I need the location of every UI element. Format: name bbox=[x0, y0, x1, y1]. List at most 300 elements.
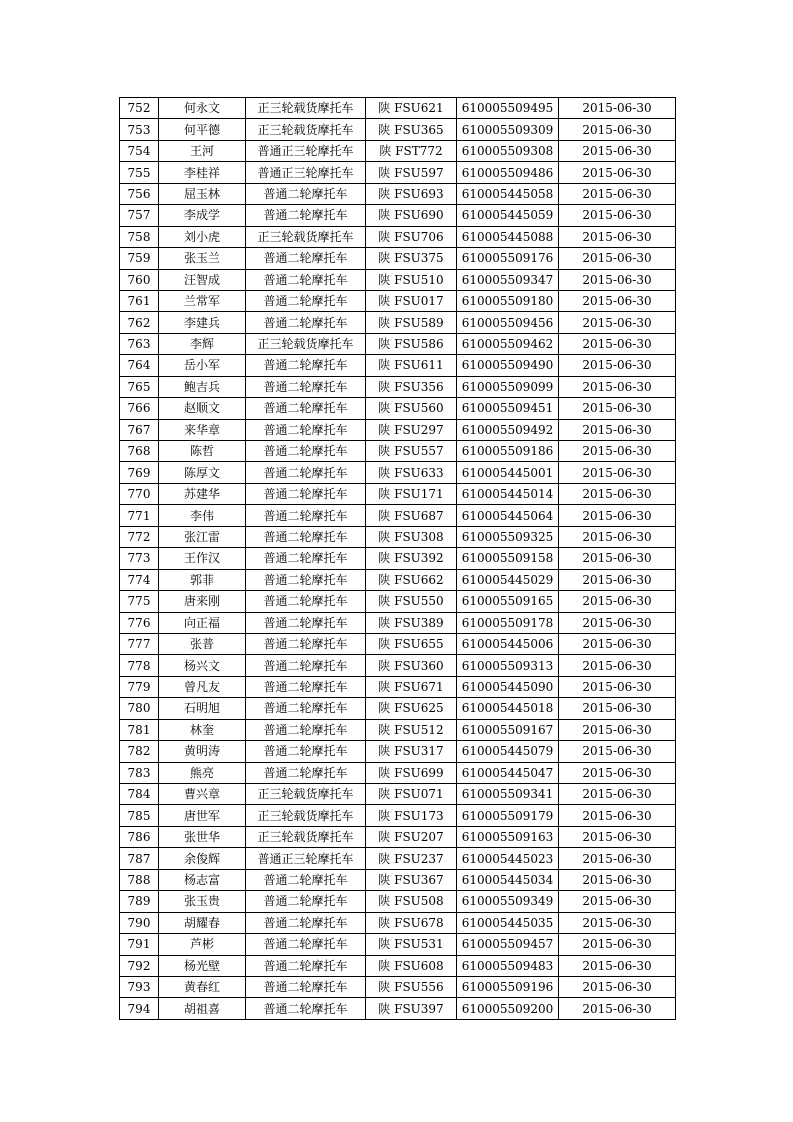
record-id-cell: 610005509347 bbox=[457, 269, 559, 290]
plate-number-cell: 陕 FSU662 bbox=[366, 569, 457, 590]
row-number-cell: 760 bbox=[120, 269, 159, 290]
table-row bbox=[120, 612, 676, 633]
owner-name-cell: 林奎 bbox=[159, 719, 246, 740]
record-id-cell: 610005509163 bbox=[457, 826, 559, 847]
table-row bbox=[120, 269, 676, 290]
plate-number-cell: 陕 FSU557 bbox=[366, 441, 457, 462]
plate-number-cell: 陕 FSU597 bbox=[366, 162, 457, 183]
table-row bbox=[120, 226, 676, 247]
table-row bbox=[120, 419, 676, 440]
vehicle-type-cell: 正三轮载货摩托车 bbox=[246, 805, 366, 826]
date-cell: 2015-06-30 bbox=[559, 290, 676, 311]
date-cell: 2015-06-30 bbox=[559, 355, 676, 376]
date-cell: 2015-06-30 bbox=[559, 333, 676, 354]
date-cell: 2015-06-30 bbox=[559, 226, 676, 247]
table-row bbox=[120, 441, 676, 462]
row-number-cell: 780 bbox=[120, 698, 159, 719]
owner-name-cell: 黄春红 bbox=[159, 976, 246, 997]
table-row bbox=[120, 826, 676, 847]
row-number-cell: 761 bbox=[120, 290, 159, 311]
row-number-cell: 781 bbox=[120, 719, 159, 740]
date-cell: 2015-06-30 bbox=[559, 548, 676, 569]
row-number-cell: 764 bbox=[120, 355, 159, 376]
plate-number-cell: 陕 FSU671 bbox=[366, 676, 457, 697]
record-id-cell: 610005509200 bbox=[457, 998, 559, 1019]
record-id-cell: 610005445023 bbox=[457, 848, 559, 869]
date-cell: 2015-06-30 bbox=[559, 955, 676, 976]
date-cell: 2015-06-30 bbox=[559, 762, 676, 783]
table-row bbox=[120, 848, 676, 869]
table-row bbox=[120, 248, 676, 269]
row-number-cell: 758 bbox=[120, 226, 159, 247]
date-cell: 2015-06-30 bbox=[559, 462, 676, 483]
owner-name-cell: 李伟 bbox=[159, 505, 246, 526]
plate-number-cell: 陕 FSU071 bbox=[366, 784, 457, 805]
table-row bbox=[120, 162, 676, 183]
date-cell: 2015-06-30 bbox=[559, 248, 676, 269]
owner-name-cell: 向正福 bbox=[159, 612, 246, 633]
plate-number-cell: 陕 FSU512 bbox=[366, 719, 457, 740]
owner-name-cell: 张世华 bbox=[159, 826, 246, 847]
record-id-cell: 610005509349 bbox=[457, 891, 559, 912]
plate-number-cell: 陕 FSU510 bbox=[366, 269, 457, 290]
plate-number-cell: 陕 FSU317 bbox=[366, 741, 457, 762]
table-row bbox=[120, 398, 676, 419]
vehicle-type-cell: 普通二轮摩托车 bbox=[246, 591, 366, 612]
table-row bbox=[120, 462, 676, 483]
date-cell: 2015-06-30 bbox=[559, 934, 676, 955]
plate-number-cell: 陕 FSU392 bbox=[366, 548, 457, 569]
row-number-cell: 756 bbox=[120, 183, 159, 204]
date-cell: 2015-06-30 bbox=[559, 140, 676, 161]
row-number-cell: 788 bbox=[120, 869, 159, 890]
owner-name-cell: 黄明涛 bbox=[159, 741, 246, 762]
table-row bbox=[120, 569, 676, 590]
date-cell: 2015-06-30 bbox=[559, 591, 676, 612]
table-row bbox=[120, 976, 676, 997]
record-id-cell: 610005445034 bbox=[457, 869, 559, 890]
table-row bbox=[120, 655, 676, 676]
date-cell: 2015-06-30 bbox=[559, 976, 676, 997]
plate-number-cell: 陕 FSU699 bbox=[366, 762, 457, 783]
vehicle-type-cell: 普通二轮摩托车 bbox=[246, 719, 366, 740]
record-id-cell: 610005509457 bbox=[457, 934, 559, 955]
vehicle-type-cell: 普通二轮摩托车 bbox=[246, 248, 366, 269]
record-id-cell: 610005509486 bbox=[457, 162, 559, 183]
row-number-cell: 754 bbox=[120, 140, 159, 161]
row-number-cell: 785 bbox=[120, 805, 159, 826]
owner-name-cell: 李辉 bbox=[159, 333, 246, 354]
date-cell: 2015-06-30 bbox=[559, 698, 676, 719]
row-number-cell: 774 bbox=[120, 569, 159, 590]
plate-number-cell: 陕 FSU397 bbox=[366, 998, 457, 1019]
record-id-cell: 610005445059 bbox=[457, 205, 559, 226]
record-id-cell: 610005445014 bbox=[457, 483, 559, 504]
row-number-cell: 752 bbox=[120, 98, 159, 119]
vehicle-type-cell: 普通二轮摩托车 bbox=[246, 505, 366, 526]
date-cell: 2015-06-30 bbox=[559, 998, 676, 1019]
row-number-cell: 792 bbox=[120, 955, 159, 976]
vehicle-type-cell: 正三轮载货摩托车 bbox=[246, 119, 366, 140]
owner-name-cell: 唐世军 bbox=[159, 805, 246, 826]
vehicle-type-cell: 普通二轮摩托车 bbox=[246, 891, 366, 912]
date-cell: 2015-06-30 bbox=[559, 741, 676, 762]
row-number-cell: 773 bbox=[120, 548, 159, 569]
table-row bbox=[120, 548, 676, 569]
table-row bbox=[120, 205, 676, 226]
vehicle-type-cell: 普通二轮摩托车 bbox=[246, 569, 366, 590]
record-id-cell: 610005509495 bbox=[457, 98, 559, 119]
table-row bbox=[120, 290, 676, 311]
record-id-cell: 610005445035 bbox=[457, 912, 559, 933]
table-row bbox=[120, 698, 676, 719]
owner-name-cell: 唐来刚 bbox=[159, 591, 246, 612]
row-number-cell: 778 bbox=[120, 655, 159, 676]
record-id-cell: 610005509179 bbox=[457, 805, 559, 826]
owner-name-cell: 胡祖喜 bbox=[159, 998, 246, 1019]
vehicle-type-cell: 普通二轮摩托车 bbox=[246, 655, 366, 676]
plate-number-cell: 陕 FSU687 bbox=[366, 505, 457, 526]
plate-number-cell: 陕 FSU207 bbox=[366, 826, 457, 847]
record-id-cell: 610005509492 bbox=[457, 419, 559, 440]
plate-number-cell: 陕 FSU586 bbox=[366, 333, 457, 354]
owner-name-cell: 岳小军 bbox=[159, 355, 246, 376]
record-id-cell: 610005445006 bbox=[457, 633, 559, 654]
vehicle-type-cell: 普通二轮摩托车 bbox=[246, 548, 366, 569]
vehicle-type-cell: 普通二轮摩托车 bbox=[246, 976, 366, 997]
table-row bbox=[120, 633, 676, 654]
plate-number-cell: 陕 FSU706 bbox=[366, 226, 457, 247]
plate-number-cell: 陕 FSU367 bbox=[366, 869, 457, 890]
owner-name-cell: 张玉贵 bbox=[159, 891, 246, 912]
vehicle-type-cell: 普通二轮摩托车 bbox=[246, 741, 366, 762]
plate-number-cell: 陕 FSU308 bbox=[366, 526, 457, 547]
owner-name-cell: 余俊辉 bbox=[159, 848, 246, 869]
table-row bbox=[120, 376, 676, 397]
table-row bbox=[120, 505, 676, 526]
record-id-cell: 610005509178 bbox=[457, 612, 559, 633]
vehicle-type-cell: 普通二轮摩托车 bbox=[246, 612, 366, 633]
record-id-cell: 610005509462 bbox=[457, 333, 559, 354]
row-number-cell: 755 bbox=[120, 162, 159, 183]
record-id-cell: 610005509167 bbox=[457, 719, 559, 740]
row-number-cell: 770 bbox=[120, 483, 159, 504]
owner-name-cell: 张玉兰 bbox=[159, 248, 246, 269]
owner-name-cell: 李桂祥 bbox=[159, 162, 246, 183]
plate-number-cell: 陕 FSU678 bbox=[366, 912, 457, 933]
record-id-cell: 610005509309 bbox=[457, 119, 559, 140]
record-id-cell: 610005509180 bbox=[457, 290, 559, 311]
plate-number-cell: 陕 FSU508 bbox=[366, 891, 457, 912]
owner-name-cell: 杨志富 bbox=[159, 869, 246, 890]
record-id-cell: 610005509308 bbox=[457, 140, 559, 161]
table-row bbox=[120, 998, 676, 1019]
owner-name-cell: 张普 bbox=[159, 633, 246, 654]
date-cell: 2015-06-30 bbox=[559, 633, 676, 654]
owner-name-cell: 鲍吉兵 bbox=[159, 376, 246, 397]
table-row bbox=[120, 719, 676, 740]
table-row bbox=[120, 526, 676, 547]
table-row bbox=[120, 183, 676, 204]
plate-number-cell: 陕 FSU171 bbox=[366, 483, 457, 504]
vehicle-type-cell: 普通二轮摩托车 bbox=[246, 912, 366, 933]
vehicle-type-cell: 普通二轮摩托车 bbox=[246, 419, 366, 440]
table-row bbox=[120, 333, 676, 354]
record-id-cell: 610005509196 bbox=[457, 976, 559, 997]
record-id-cell: 610005509099 bbox=[457, 376, 559, 397]
owner-name-cell: 何永文 bbox=[159, 98, 246, 119]
owner-name-cell: 赵顺文 bbox=[159, 398, 246, 419]
table-row bbox=[120, 483, 676, 504]
plate-number-cell: 陕 FSU693 bbox=[366, 183, 457, 204]
plate-number-cell: 陕 FSU360 bbox=[366, 655, 457, 676]
record-id-cell: 610005445001 bbox=[457, 462, 559, 483]
row-number-cell: 793 bbox=[120, 976, 159, 997]
table-row bbox=[120, 676, 676, 697]
record-id-cell: 610005445090 bbox=[457, 676, 559, 697]
plate-number-cell: 陕 FSU625 bbox=[366, 698, 457, 719]
plate-number-cell: 陕 FSU621 bbox=[366, 98, 457, 119]
table-row bbox=[120, 955, 676, 976]
plate-number-cell: 陕 FSU560 bbox=[366, 398, 457, 419]
table-row bbox=[120, 934, 676, 955]
vehicle-type-cell: 普通正三轮摩托车 bbox=[246, 162, 366, 183]
plate-number-cell: 陕 FSU556 bbox=[366, 976, 457, 997]
record-id-cell: 610005509456 bbox=[457, 312, 559, 333]
vehicle-type-cell: 普通二轮摩托车 bbox=[246, 955, 366, 976]
table-row bbox=[120, 891, 676, 912]
table-body bbox=[120, 98, 676, 1020]
vehicle-type-cell: 普通二轮摩托车 bbox=[246, 869, 366, 890]
date-cell: 2015-06-30 bbox=[559, 419, 676, 440]
row-number-cell: 772 bbox=[120, 526, 159, 547]
vehicle-type-cell: 普通二轮摩托车 bbox=[246, 698, 366, 719]
record-id-cell: 610005445088 bbox=[457, 226, 559, 247]
row-number-cell: 789 bbox=[120, 891, 159, 912]
date-cell: 2015-06-30 bbox=[559, 526, 676, 547]
plate-number-cell: 陕 FSU237 bbox=[366, 848, 457, 869]
date-cell: 2015-06-30 bbox=[559, 505, 676, 526]
vehicle-type-cell: 普通二轮摩托车 bbox=[246, 762, 366, 783]
vehicle-type-cell: 正三轮载货摩托车 bbox=[246, 98, 366, 119]
row-number-cell: 766 bbox=[120, 398, 159, 419]
row-number-cell: 775 bbox=[120, 591, 159, 612]
plate-number-cell: 陕 FSU365 bbox=[366, 119, 457, 140]
record-id-cell: 610005509325 bbox=[457, 526, 559, 547]
date-cell: 2015-06-30 bbox=[559, 869, 676, 890]
owner-name-cell: 陈哲 bbox=[159, 441, 246, 462]
plate-number-cell: 陕 FSU356 bbox=[366, 376, 457, 397]
date-cell: 2015-06-30 bbox=[559, 719, 676, 740]
owner-name-cell: 郭菲 bbox=[159, 569, 246, 590]
plate-number-cell: 陕 FSU608 bbox=[366, 955, 457, 976]
owner-name-cell: 杨光壁 bbox=[159, 955, 246, 976]
owner-name-cell: 芦彬 bbox=[159, 934, 246, 955]
vehicle-type-cell: 普通正三轮摩托车 bbox=[246, 848, 366, 869]
vehicle-type-cell: 普通二轮摩托车 bbox=[246, 398, 366, 419]
table-row bbox=[120, 591, 676, 612]
table-row bbox=[120, 312, 676, 333]
date-cell: 2015-06-30 bbox=[559, 119, 676, 140]
vehicle-type-cell: 普通正三轮摩托车 bbox=[246, 140, 366, 161]
owner-name-cell: 兰常军 bbox=[159, 290, 246, 311]
record-id-cell: 610005509490 bbox=[457, 355, 559, 376]
row-number-cell: 771 bbox=[120, 505, 159, 526]
plate-number-cell: 陕 FSU633 bbox=[366, 462, 457, 483]
date-cell: 2015-06-30 bbox=[559, 312, 676, 333]
owner-name-cell: 熊亮 bbox=[159, 762, 246, 783]
record-id-cell: 610005445064 bbox=[457, 505, 559, 526]
owner-name-cell: 刘小虎 bbox=[159, 226, 246, 247]
record-id-cell: 610005445029 bbox=[457, 569, 559, 590]
row-number-cell: 776 bbox=[120, 612, 159, 633]
owner-name-cell: 来华章 bbox=[159, 419, 246, 440]
table-row bbox=[120, 119, 676, 140]
owner-name-cell: 何平德 bbox=[159, 119, 246, 140]
row-number-cell: 791 bbox=[120, 934, 159, 955]
row-number-cell: 769 bbox=[120, 462, 159, 483]
owner-name-cell: 汪智成 bbox=[159, 269, 246, 290]
plate-number-cell: 陕 FSU389 bbox=[366, 612, 457, 633]
plate-number-cell: 陕 FSU690 bbox=[366, 205, 457, 226]
owner-name-cell: 胡耀春 bbox=[159, 912, 246, 933]
vehicle-type-cell: 正三轮载货摩托车 bbox=[246, 784, 366, 805]
table-row bbox=[120, 355, 676, 376]
date-cell: 2015-06-30 bbox=[559, 441, 676, 462]
plate-number-cell: 陕 FSU375 bbox=[366, 248, 457, 269]
date-cell: 2015-06-30 bbox=[559, 612, 676, 633]
owner-name-cell: 王作汉 bbox=[159, 548, 246, 569]
date-cell: 2015-06-30 bbox=[559, 98, 676, 119]
vehicle-type-cell: 普通二轮摩托车 bbox=[246, 526, 366, 547]
table-row bbox=[120, 805, 676, 826]
owner-name-cell: 屈玉林 bbox=[159, 183, 246, 204]
date-cell: 2015-06-30 bbox=[559, 912, 676, 933]
plate-number-cell: 陕 FSU297 bbox=[366, 419, 457, 440]
date-cell: 2015-06-30 bbox=[559, 398, 676, 419]
row-number-cell: 765 bbox=[120, 376, 159, 397]
record-id-cell: 610005509341 bbox=[457, 784, 559, 805]
plate-number-cell: 陕 FSU611 bbox=[366, 355, 457, 376]
table-row bbox=[120, 98, 676, 119]
record-id-cell: 610005509483 bbox=[457, 955, 559, 976]
record-id-cell: 610005445079 bbox=[457, 741, 559, 762]
owner-name-cell: 曹兴章 bbox=[159, 784, 246, 805]
vehicle-type-cell: 普通二轮摩托车 bbox=[246, 934, 366, 955]
record-id-cell: 610005509451 bbox=[457, 398, 559, 419]
plate-number-cell: 陕 FSU017 bbox=[366, 290, 457, 311]
plate-number-cell: 陕 FST772 bbox=[366, 140, 457, 161]
row-number-cell: 779 bbox=[120, 676, 159, 697]
owner-name-cell: 曾凡友 bbox=[159, 676, 246, 697]
record-id-cell: 610005445058 bbox=[457, 183, 559, 204]
vehicle-type-cell: 普通二轮摩托车 bbox=[246, 483, 366, 504]
record-id-cell: 610005509176 bbox=[457, 248, 559, 269]
vehicle-type-cell: 普通二轮摩托车 bbox=[246, 312, 366, 333]
row-number-cell: 757 bbox=[120, 205, 159, 226]
date-cell: 2015-06-30 bbox=[559, 569, 676, 590]
vehicle-type-cell: 普通二轮摩托车 bbox=[246, 355, 366, 376]
date-cell: 2015-06-30 bbox=[559, 655, 676, 676]
vehicle-type-cell: 普通二轮摩托车 bbox=[246, 205, 366, 226]
date-cell: 2015-06-30 bbox=[559, 891, 676, 912]
row-number-cell: 790 bbox=[120, 912, 159, 933]
vehicle-type-cell: 普通二轮摩托车 bbox=[246, 462, 366, 483]
date-cell: 2015-06-30 bbox=[559, 805, 676, 826]
plate-number-cell: 陕 FSU550 bbox=[366, 591, 457, 612]
row-number-cell: 759 bbox=[120, 248, 159, 269]
date-cell: 2015-06-30 bbox=[559, 676, 676, 697]
vehicle-registry-table bbox=[119, 97, 676, 1020]
row-number-cell: 753 bbox=[120, 119, 159, 140]
owner-name-cell: 杨兴文 bbox=[159, 655, 246, 676]
vehicle-type-cell: 普通二轮摩托车 bbox=[246, 441, 366, 462]
owner-name-cell: 张江雷 bbox=[159, 526, 246, 547]
date-cell: 2015-06-30 bbox=[559, 376, 676, 397]
date-cell: 2015-06-30 bbox=[559, 483, 676, 504]
row-number-cell: 787 bbox=[120, 848, 159, 869]
vehicle-type-cell: 普通二轮摩托车 bbox=[246, 269, 366, 290]
vehicle-type-cell: 正三轮载货摩托车 bbox=[246, 826, 366, 847]
table-row bbox=[120, 912, 676, 933]
date-cell: 2015-06-30 bbox=[559, 205, 676, 226]
date-cell: 2015-06-30 bbox=[559, 183, 676, 204]
row-number-cell: 777 bbox=[120, 633, 159, 654]
date-cell: 2015-06-30 bbox=[559, 848, 676, 869]
vehicle-type-cell: 普通二轮摩托车 bbox=[246, 376, 366, 397]
row-number-cell: 786 bbox=[120, 826, 159, 847]
table-row bbox=[120, 869, 676, 890]
plate-number-cell: 陕 FSU173 bbox=[366, 805, 457, 826]
owner-name-cell: 李建兵 bbox=[159, 312, 246, 333]
date-cell: 2015-06-30 bbox=[559, 826, 676, 847]
vehicle-type-cell: 正三轮载货摩托车 bbox=[246, 333, 366, 354]
owner-name-cell: 李成学 bbox=[159, 205, 246, 226]
row-number-cell: 762 bbox=[120, 312, 159, 333]
date-cell: 2015-06-30 bbox=[559, 269, 676, 290]
owner-name-cell: 苏建华 bbox=[159, 483, 246, 504]
table-row bbox=[120, 762, 676, 783]
row-number-cell: 768 bbox=[120, 441, 159, 462]
record-id-cell: 610005445018 bbox=[457, 698, 559, 719]
owner-name-cell: 石明旭 bbox=[159, 698, 246, 719]
vehicle-type-cell: 正三轮载货摩托车 bbox=[246, 226, 366, 247]
date-cell: 2015-06-30 bbox=[559, 162, 676, 183]
record-id-cell: 610005509158 bbox=[457, 548, 559, 569]
table-row bbox=[120, 784, 676, 805]
record-id-cell: 610005445047 bbox=[457, 762, 559, 783]
owner-name-cell: 陈厚文 bbox=[159, 462, 246, 483]
table-row bbox=[120, 741, 676, 762]
plate-number-cell: 陕 FSU531 bbox=[366, 934, 457, 955]
row-number-cell: 794 bbox=[120, 998, 159, 1019]
plate-number-cell: 陕 FSU655 bbox=[366, 633, 457, 654]
record-id-cell: 610005509313 bbox=[457, 655, 559, 676]
row-number-cell: 782 bbox=[120, 741, 159, 762]
vehicle-type-cell: 普通二轮摩托车 bbox=[246, 183, 366, 204]
owner-name-cell: 王河 bbox=[159, 140, 246, 161]
plate-number-cell: 陕 FSU589 bbox=[366, 312, 457, 333]
row-number-cell: 783 bbox=[120, 762, 159, 783]
date-cell: 2015-06-30 bbox=[559, 784, 676, 805]
row-number-cell: 763 bbox=[120, 333, 159, 354]
record-id-cell: 610005509165 bbox=[457, 591, 559, 612]
vehicle-type-cell: 普通二轮摩托车 bbox=[246, 633, 366, 654]
table-row bbox=[120, 140, 676, 161]
row-number-cell: 784 bbox=[120, 784, 159, 805]
vehicle-type-cell: 普通二轮摩托车 bbox=[246, 998, 366, 1019]
vehicle-type-cell: 普通二轮摩托车 bbox=[246, 676, 366, 697]
